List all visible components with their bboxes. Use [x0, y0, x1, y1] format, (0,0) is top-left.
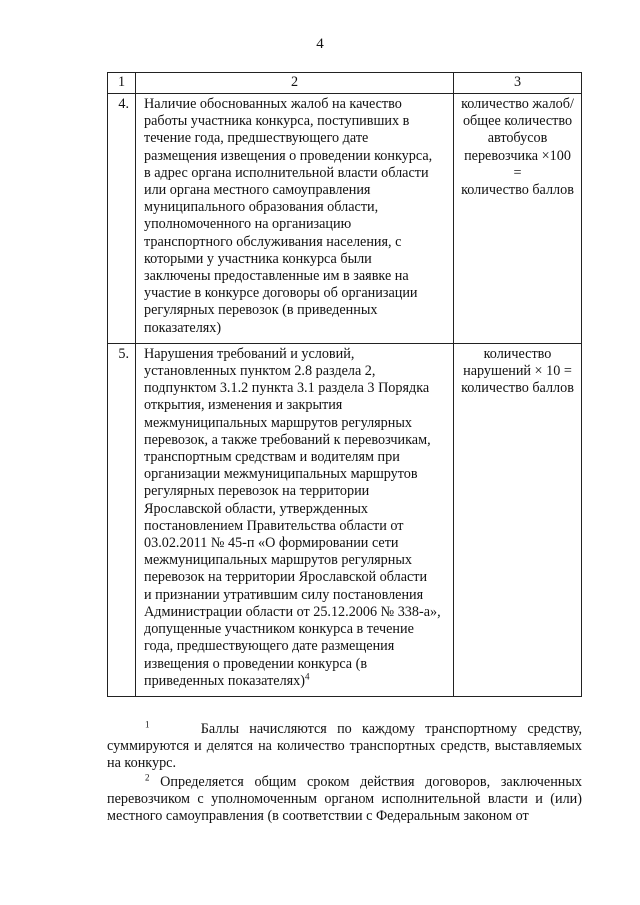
- footnote-reference: 4: [305, 670, 310, 681]
- footnote-text: Определяется общим сроком действия договоров, заключенных перевозчиком с уполномоченным органом исполнительной власти и (или) местного самоуправления (в соответствии с Федеральным законом от: [107, 774, 582, 824]
- footnote-mark: 2: [145, 772, 150, 783]
- row-number: 4.: [108, 94, 136, 344]
- footnote-text: Баллы начисляются по каждому транспортному средству, суммируются и делятся на количество транспортных средств, выставляемых на конкурс.: [107, 721, 583, 771]
- criterion-formula: количество жалоб/ общее количество автобусов перевозчика ×100 = количество баллов: [454, 94, 582, 344]
- table-row: [108, 343, 582, 696]
- header-col-3: 3: [454, 73, 582, 94]
- criteria-table: [107, 72, 582, 697]
- table-header-row: [108, 73, 582, 94]
- footnote: [107, 774, 582, 825]
- table-row: [108, 94, 582, 344]
- footnote: [107, 721, 582, 772]
- criterion-formula: количество нарушений × 10 = количество баллов: [454, 343, 582, 696]
- criterion-description: Нарушения требований и условий, установленных пунктом 2.8 раздела 2, подпунктом 3.1.2 пункта 3.1 раздела 3 Порядка открытия, изменения и закрытия межмуниципальных маршрутов регулярных перевозок, а также требований к перевозчикам, транспортным средствам и водителям при организации межмуниципальных маршрутов регулярных перевозок на территории Ярославской области, утвержденных постановлением Правительства области от 03.02.2011 № 45-п «О формировании сети межмуниципальных маршрутов регулярных перевозок на территории Ярославской области и признании утратившим силу постановления Администрации области от 25.12.2006 № 338-а», допущенные участником конкурса в течение года, предшествующего дате размещения извещения о проведении конкурса (в приведенных показателях): [144, 345, 441, 689]
- header-col-1: 1: [108, 73, 136, 94]
- row-number: 5.: [108, 343, 136, 696]
- criterion-description-cell: [136, 343, 454, 696]
- header-col-2: 2: [136, 73, 454, 94]
- criterion-description: Наличие обоснованных жалоб на качество работы участника конкурса, поступивших в течение года, предшествующего дате размещения извещения о проведении конкурса, в адрес органа исполнительной власти области или органа местного самоуправления муниципального образования области, уполномоченного на организацию транспортного обслуживания населения, с которыми у участника конкурса были заключены предоставленные им в заявке на участие в конкурсе договоры об организации регулярных перевозок (в приведенных показателях): [136, 94, 454, 344]
- footnotes: [107, 721, 582, 827]
- page-number: 4: [316, 36, 324, 52]
- footnote-mark: 1: [145, 719, 150, 730]
